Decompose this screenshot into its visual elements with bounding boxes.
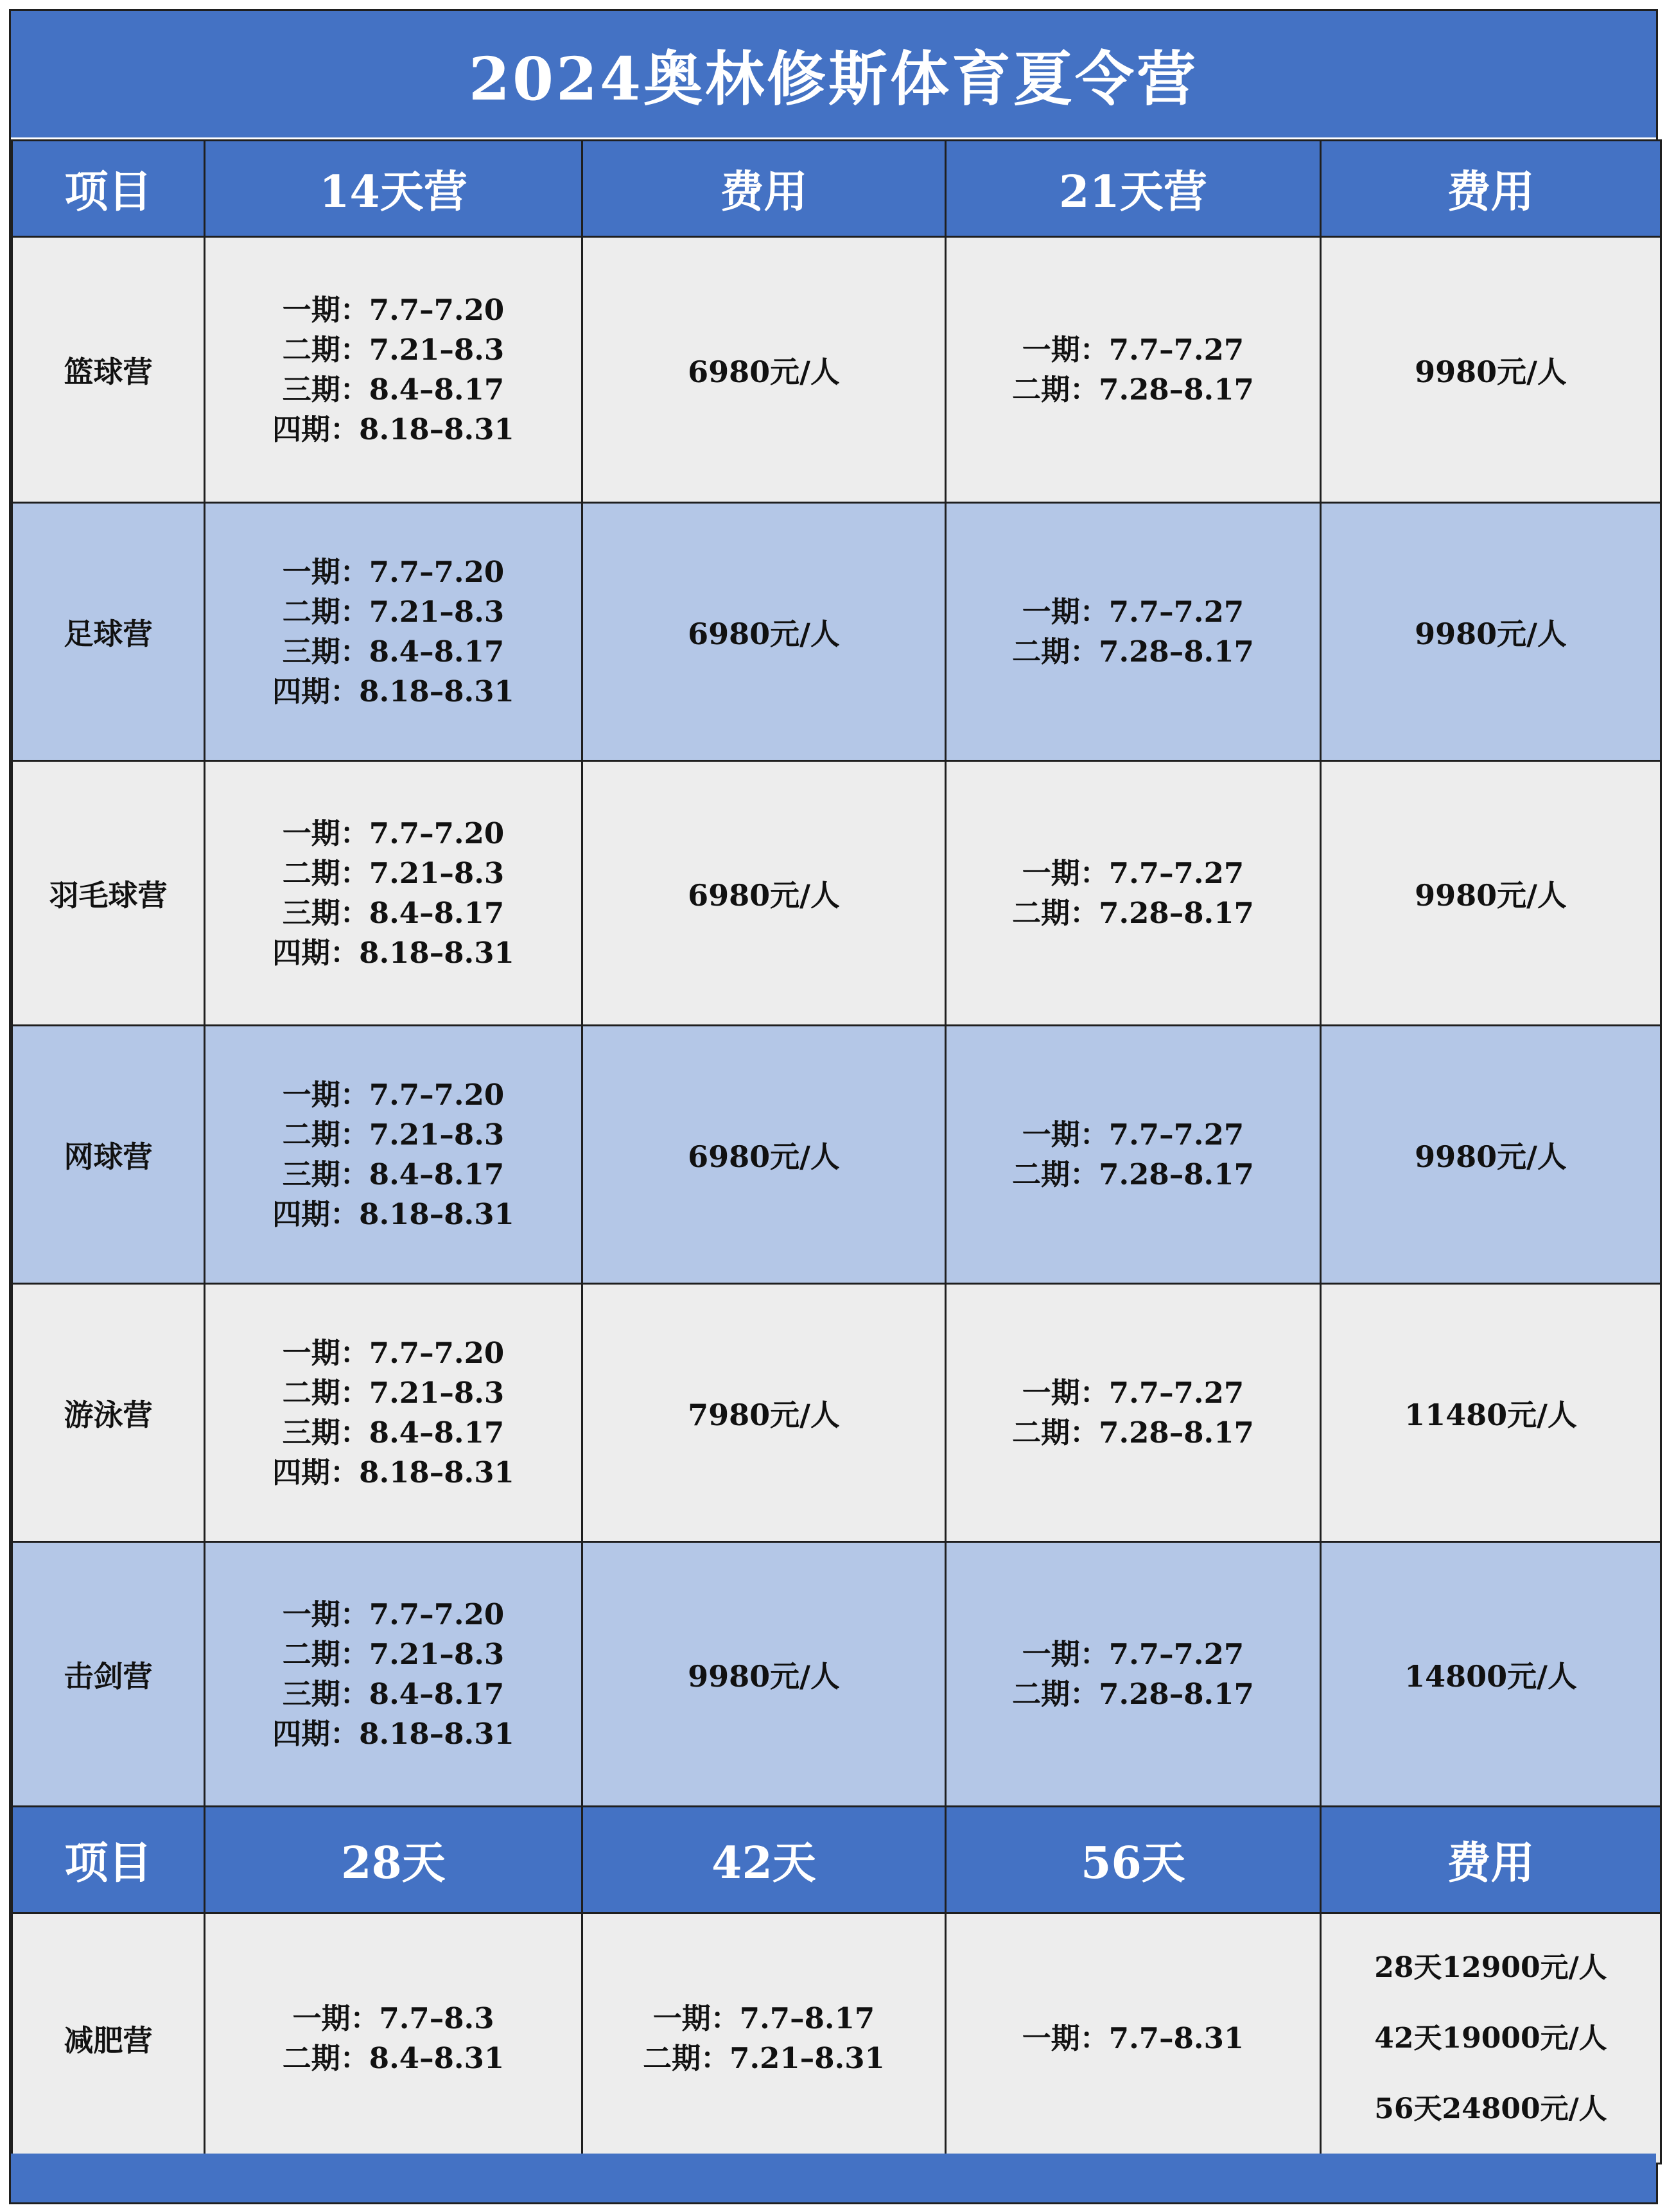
period: 一期：7.7–7.27 [1022, 1117, 1244, 1152]
fee-28day: 28天12900元/人 [1374, 1951, 1607, 1984]
period: 三期：8.4–8.17 [282, 1676, 505, 1711]
camp-name: 减肥营 [12, 1913, 205, 2164]
periods-56day [946, 1913, 1321, 2164]
period: 一期：7.7–7.27 [1022, 332, 1244, 367]
table-row [12, 503, 1661, 761]
fee-14day: 6980元/人 [582, 237, 946, 503]
header2-item: 项目 [12, 1807, 205, 1913]
period: 二期：7.21–8.3 [282, 594, 505, 629]
period: 二期：7.21–8.3 [282, 1375, 505, 1410]
table-header-row-2 [12, 1807, 1661, 1913]
period: 三期：8.4–8.17 [282, 1415, 505, 1450]
period: 二期：7.21–8.31 [643, 2041, 885, 2075]
camp-name: 羽毛球营 [12, 761, 205, 1026]
period: 一期：7.7–7.20 [282, 292, 505, 327]
period: 一期：7.7–8.3 [292, 2001, 494, 2035]
header-fee-21: 费用 [1321, 141, 1661, 237]
period: 二期：7.21–8.3 [282, 332, 505, 367]
table-row [12, 1284, 1661, 1542]
period: 二期：7.28–8.17 [1012, 1415, 1254, 1450]
periods-21day [946, 761, 1321, 1026]
header-fee-14: 费用 [582, 141, 946, 237]
period: 一期：7.7–7.27 [1022, 1637, 1244, 1671]
fee-21day: 9980元/人 [1321, 503, 1661, 761]
periods-14day [205, 1542, 582, 1807]
period: 一期：7.7–7.20 [282, 554, 505, 589]
camp-name: 击剑营 [12, 1542, 205, 1807]
header2-56day: 56天 [946, 1807, 1321, 1913]
table-row-weightloss [12, 1913, 1661, 2164]
period: 一期：7.7–7.20 [282, 1597, 505, 1631]
periods-14day [205, 1284, 582, 1542]
fee-21day: 9980元/人 [1321, 237, 1661, 503]
header-14day-camp: 14天营 [205, 141, 582, 237]
period: 一期：7.7–8.31 [1022, 2021, 1244, 2055]
periods-28day [205, 1913, 582, 2164]
periods-21day [946, 1284, 1321, 1542]
periods-14day [205, 237, 582, 503]
table-row [12, 1542, 1661, 1807]
fee-14day: 7980元/人 [582, 1284, 946, 1542]
fee-42day: 42天19000元/人 [1374, 2021, 1607, 2055]
fee-14day: 9980元/人 [582, 1542, 946, 1807]
camp-name: 足球营 [12, 503, 205, 761]
period: 三期：8.4–8.17 [282, 634, 505, 669]
period: 二期：7.28–8.17 [1012, 1157, 1254, 1191]
period: 一期：7.7–7.27 [1022, 594, 1244, 629]
camp-name: 网球营 [12, 1026, 205, 1284]
period: 一期：7.7–7.20 [282, 1077, 505, 1112]
header2-fee: 费用 [1321, 1807, 1661, 1913]
periods-21day [946, 1026, 1321, 1284]
period: 一期：7.7–8.17 [652, 2001, 875, 2035]
fee-14day: 6980元/人 [582, 1026, 946, 1284]
table-row [12, 237, 1661, 503]
period: 四期：8.18–8.31 [272, 1716, 514, 1751]
fees-weightloss [1321, 1913, 1661, 2164]
fee-14day: 6980元/人 [582, 761, 946, 1026]
table-row [12, 761, 1661, 1026]
period: 二期：8.4–8.31 [282, 2041, 505, 2075]
period: 三期：8.4–8.17 [282, 895, 505, 930]
fee-21day: 14800元/人 [1321, 1542, 1661, 1807]
period: 一期：7.7–7.20 [282, 1335, 505, 1370]
periods-21day [946, 503, 1321, 761]
period: 二期：7.28–8.17 [1012, 1676, 1254, 1711]
periods-42day [582, 1913, 946, 2164]
header-item: 项目 [12, 141, 205, 237]
period: 一期：7.7–7.20 [282, 816, 505, 850]
period: 一期：7.7–7.27 [1022, 856, 1244, 890]
footer-bar [11, 2154, 1656, 2202]
price-table-sheet [9, 9, 1658, 2204]
period: 一期：7.7–7.27 [1022, 1375, 1244, 1410]
period: 二期：7.28–8.17 [1012, 895, 1254, 930]
header-21day-camp: 21天营 [946, 141, 1321, 237]
periods-21day [946, 237, 1321, 503]
table-header-row [12, 141, 1661, 237]
fee-21day: 9980元/人 [1321, 1026, 1661, 1284]
period: 四期：8.18–8.31 [272, 1197, 514, 1231]
period: 二期：7.21–8.3 [282, 1637, 505, 1671]
period: 三期：8.4–8.17 [282, 1157, 505, 1191]
header2-42day: 42天 [582, 1807, 946, 1913]
period: 三期：8.4–8.17 [282, 372, 505, 407]
fee-14day: 6980元/人 [582, 503, 946, 761]
periods-14day [205, 1026, 582, 1284]
period: 四期：8.18–8.31 [272, 412, 514, 446]
period: 二期：7.21–8.3 [282, 856, 505, 890]
fee-21day: 9980元/人 [1321, 761, 1661, 1026]
camp-name: 游泳营 [12, 1284, 205, 1542]
fee-56day: 56天24800元/人 [1374, 2092, 1607, 2125]
period: 四期：8.18–8.31 [272, 935, 514, 970]
period: 四期：8.18–8.31 [272, 674, 514, 708]
periods-14day [205, 503, 582, 761]
period: 二期：7.21–8.3 [282, 1117, 505, 1152]
fee-21day: 11480元/人 [1321, 1284, 1661, 1542]
period: 二期：7.28–8.17 [1012, 634, 1254, 669]
table-row [12, 1026, 1661, 1284]
page-title: 2024奥林修斯体育夏令营 [11, 11, 1656, 139]
camp-name: 篮球营 [12, 237, 205, 503]
periods-14day [205, 761, 582, 1026]
period: 四期：8.18–8.31 [272, 1455, 514, 1489]
periods-21day [946, 1542, 1321, 1807]
period: 二期：7.28–8.17 [1012, 372, 1254, 407]
header2-28day: 28天 [205, 1807, 582, 1913]
camp-schedule-table [11, 139, 1662, 2164]
